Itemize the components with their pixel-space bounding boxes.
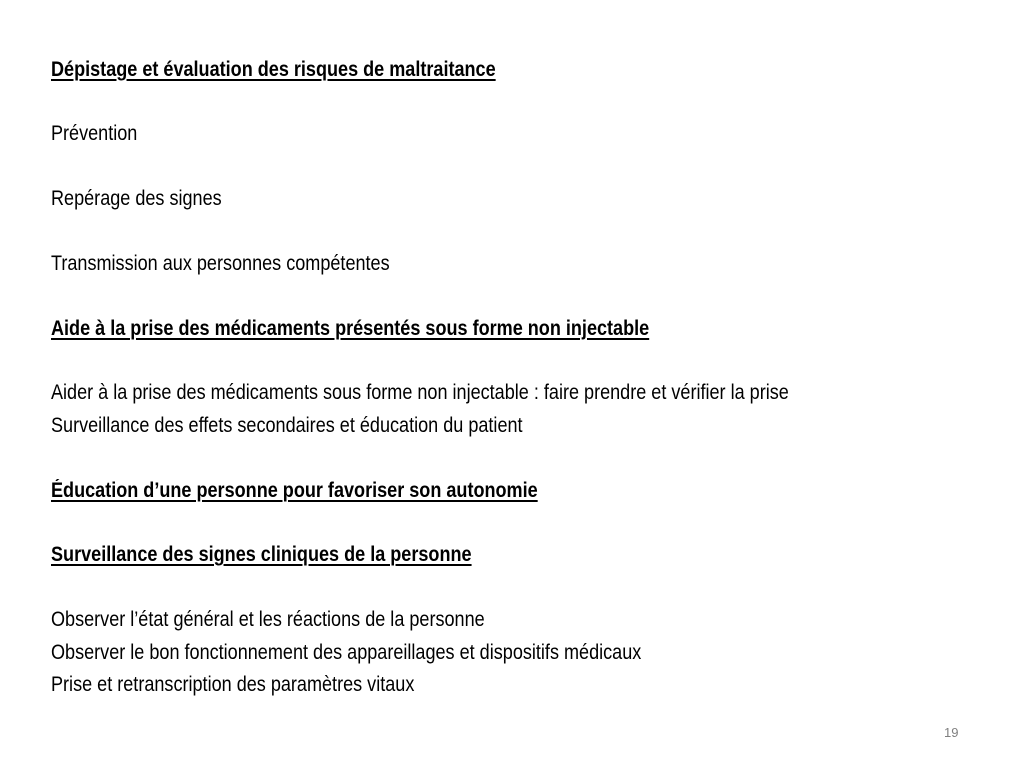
list-item-surveillance-effets: Surveillance des effets secondaires et éducation du patient [51,414,523,437]
list-item-prevention: Prévention [51,122,138,145]
section-heading-medicaments: Aide à la prise des médicaments présentés sous forme non injectable [51,317,650,340]
section-heading-education: Éducation d’une personne pour favoriser son autonomie [51,479,538,502]
page-number: 19 [944,725,959,740]
section-heading-depistage: Dépistage et évaluation des risques de maltraitance [51,58,496,81]
list-item-aider-prise: Aider à la prise des médicaments sous forme non injectable : faire prendre et vérifier la prise [51,381,789,404]
list-item-appareillages: Observer le bon fonctionnement des appareillages et dispositifs médicaux [51,641,642,664]
list-item-transmission: Transmission aux personnes compétentes [51,252,390,275]
list-item-parametres-vitaux: Prise et retranscription des paramètres vitaux [51,673,415,696]
list-item-reperage: Repérage des signes [51,187,222,210]
list-item-etat-general: Observer l’état général et les réactions de la personne [51,608,485,631]
section-heading-surveillance: Surveillance des signes cliniques de la personne [51,543,472,566]
